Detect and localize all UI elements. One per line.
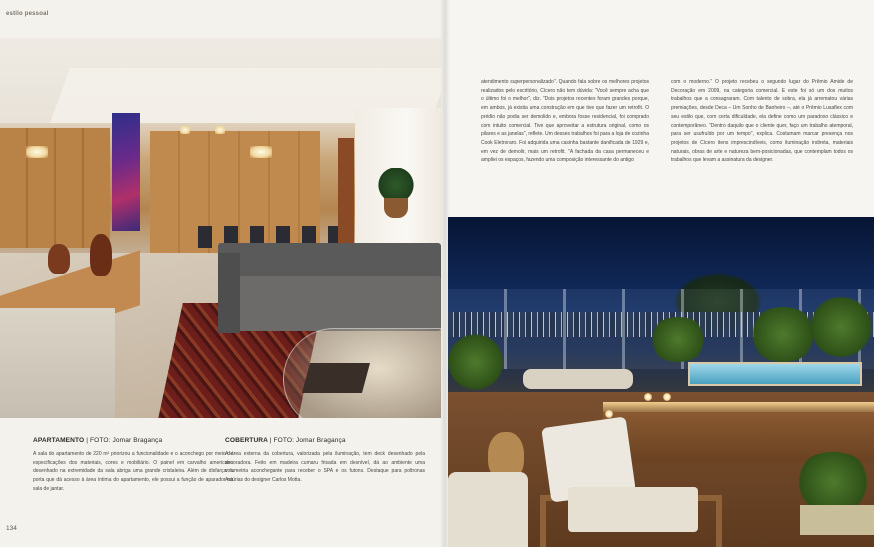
article-text: atendimento superpersonalizado". Quando fala sobre os melhores projetos realizados pelo escritório, Cícero não tem dúvida: "Você sempre acha que o último foi o melhor", diz. "Dois projetos recentes foram grandes porque, em ambos, já existia uma construção em que tive que fazer um retrofit. O prédio não podia ser demolido e, embora fosse residencial, foi comprado com intuito comercial. Tive que aproveitar a estrutura original, como os pilares e as janelas", reflete. Um desses trabalhos foi para a loja de cozinha Cook Eletroraro. Foi adquirida uma casinha bastante danificada de 1929 e, em vez de demolir, mais um retrofit. "A fachada da casa permaneceu e ampliei os espaços, fazendo uma composição interessante do antigo xyxy=(481,79,649,164)
caption-heading: COBERTURA | FOTO: Jomar Bragança xyxy=(225,437,346,444)
article-column-right xyxy=(671,78,853,165)
article-text: com o moderno." O projeto recebeu o segundo lugar do Prêmio Amide de Decoração em 2009, na categoria comercial. E este foi só um dos muitos trabalhos que a consagraram. Com talento de sobra, ela já arrematou várias premiações, desde Deca – Um Sonho de Banheiro –, até o Prêmio Lusaflex com seu estilo que, com certa dificuldade, ela define como um paradoxo clássico e contemporâneo. "Dentro daquilo que o cliente quer, faço um trabalho atemporal, para ser usufruído por um tempo", explica. Costumam marcar presença nos projetos de Cícero itens imprescindíveis, como iluminação indireta, materiais naturais, obras de arte e natureza bem-posicionadas, que contemplam todos os trabalhos que levam a assinatura da designer. xyxy=(671,79,853,164)
caption-title: APARTAMENTO xyxy=(33,437,85,444)
caption-penthouse xyxy=(225,437,425,485)
artwork-painting xyxy=(112,113,140,231)
page-number: 134 xyxy=(6,525,17,532)
caption-title: COBERTURA xyxy=(225,437,268,444)
photo-credit: FOTO: Jomar Bragança xyxy=(273,437,346,444)
spa-tub xyxy=(688,362,862,386)
section-label: estilo pessoal xyxy=(6,11,49,17)
caption-body: A sala do apartamento de 220 m² priorizou a funcionalidade e o aconchego por meio de especificações dos materiais, cores e mobiliário. O painel em carvalho americano desenhado na extremidade da sala abriga uma grande cristaleira. Além de disfarçar a porta que dá acesso à área íntima do apartamento, ele possui a função de aparador na sala de jantar. xyxy=(33,451,233,492)
living-room-photo xyxy=(0,38,441,418)
terrace-photo xyxy=(448,217,874,547)
article-column-left xyxy=(481,78,649,165)
caption-body: A área externa da cobertura, valorizada pela iluminação, tem deck desenhado pela decoradora. Feito em madeira cumaru frisada em desnível, dá ao ambiente uma volumetria aconchegante para receber o SPA e os futons. Destaque para poltronas Astúrias do designer Carlos Motta. xyxy=(225,451,425,484)
caption-heading: APARTAMENTO | FOTO: Jomar Bragança xyxy=(33,437,163,444)
photo-credit: FOTO: Jomar Bragança xyxy=(89,437,163,444)
caption-apartment xyxy=(33,437,233,494)
